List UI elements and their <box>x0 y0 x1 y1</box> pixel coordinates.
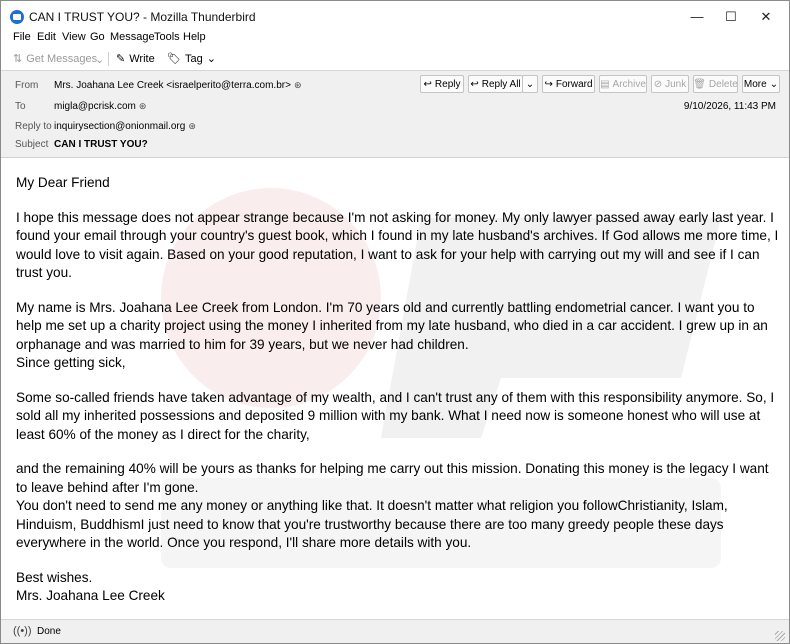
paragraph: and the remaining 40% will be yours as thanks for helping me carry out this mission. Donating this money is the legacy I want to leave behind after I'm gone. <box>16 461 769 495</box>
thunderbird-logo-icon <box>10 10 24 24</box>
pencil-icon: ✎ <box>116 53 126 65</box>
reply-button[interactable] <box>420 75 464 93</box>
minimize-button[interactable]: — <box>690 9 704 24</box>
tag-label: Tag <box>184 53 203 65</box>
reply-all-dropdown-button[interactable] <box>522 75 538 93</box>
reply-all-label: Reply All <box>481 78 521 90</box>
more-button[interactable] <box>742 75 780 93</box>
chevron-down-icon: ⌄ <box>769 78 779 90</box>
sync-icon: ⇅ <box>13 53 23 65</box>
status-bar <box>1 619 789 644</box>
contact-icon[interactable]: ⊛ <box>138 101 147 111</box>
to-field[interactable] <box>54 101 146 112</box>
menu-go[interactable]: Go <box>90 31 105 43</box>
reply-all-icon: ↩ <box>470 78 479 90</box>
junk-label: Junk <box>665 78 687 90</box>
paragraph: I hope this message does not appear strange because I'm not asking for money. My only lawyer passed away early last year. I found your email through your country's guest book, which I found in my late husband's archives. If God allows me more time, I would love to visit again. Based on your good reputation, I want to ask for your help with carrying out my will and see if I can trust you. <box>16 209 779 280</box>
reply-all-button[interactable] <box>468 75 523 93</box>
to-label: To <box>15 101 26 112</box>
archive-button[interactable] <box>599 75 647 93</box>
from-value: Mrs. Joahana Lee Creek <israelperito@terra.com.br> <box>54 80 291 91</box>
menu-bar <box>1 31 789 47</box>
write-button[interactable] <box>116 51 155 67</box>
write-label: Write <box>129 53 155 65</box>
trash-icon: 🗑 <box>693 78 706 90</box>
get-messages-dropdown-icon[interactable]: ⌄ <box>95 53 105 66</box>
contact-icon[interactable]: ⊛ <box>293 80 302 90</box>
archive-label: Archive <box>612 78 646 90</box>
message-text <box>16 174 780 618</box>
tag-button[interactable] <box>167 51 216 67</box>
forward-icon: ↪ <box>544 78 553 90</box>
delete-label: Delete <box>708 78 738 90</box>
maximize-button[interactable]: ☐ <box>725 9 737 24</box>
message-body[interactable] <box>1 158 789 618</box>
toolbar-divider <box>108 52 109 66</box>
menu-file[interactable]: File <box>13 31 31 43</box>
from-field[interactable] <box>54 80 301 91</box>
title-bar <box>1 1 789 33</box>
menu-edit[interactable]: Edit <box>37 31 56 43</box>
menu-view[interactable]: View <box>62 31 86 43</box>
menu-message[interactable]: Message <box>110 31 155 43</box>
online-status-icon[interactable]: ((•)) <box>13 625 32 637</box>
paragraph: My name is Mrs. Joahana Lee Creek from London. I'm 70 years old and currently battling endometrial cancer. I want you to help me set up a charity project using the money I inherited from my late husband, who died in a car accident. I grew up in an orphanage and was married to him for 39 years, but we never had children. <box>16 299 768 352</box>
paragraph: Since getting sick, <box>16 355 126 370</box>
message-date: 9/10/2026, 11:43 PM <box>683 101 776 112</box>
menu-tools[interactable]: Tools <box>154 31 180 43</box>
junk-button[interactable] <box>651 75 689 93</box>
from-label: From <box>15 80 39 91</box>
signature: Mrs. Joahana Lee Creek <box>16 588 165 603</box>
get-messages-button[interactable] <box>13 51 97 67</box>
subject-value: CAN I TRUST YOU? <box>54 139 148 150</box>
main-toolbar <box>1 48 789 71</box>
status-text: Done <box>37 626 61 637</box>
get-messages-label: Get Messages <box>26 53 98 65</box>
window-title: CAN I TRUST YOU? - Mozilla Thunderbird <box>29 10 256 24</box>
archive-icon: ▤ <box>600 78 610 90</box>
paragraph: Some so-called friends have taken advantage of my wealth, and I can't trust any of them with this responsibility anymore. So, I sold all my inherited possessions and deposited 9 million with my bank. What I need now is someone honest who will use at least 60% of the money as I direct for the charity, <box>16 389 775 442</box>
chevron-down-icon: ⌄ <box>206 53 216 65</box>
to-value: migla@pcrisk.com <box>54 101 136 112</box>
tag-icon: 🏷 <box>167 53 181 65</box>
contact-icon[interactable]: ⊛ <box>188 121 196 131</box>
resize-grip-icon[interactable] <box>775 631 785 641</box>
close-button[interactable]: ✕ <box>760 9 772 24</box>
reply-icon: ↩ <box>423 78 432 90</box>
delete-button[interactable] <box>693 75 738 93</box>
menu-help[interactable]: Help <box>183 31 206 43</box>
paragraph: You don't need to send me any money or anything like that. It doesn't matter what religion you followChristianity, Islam, Hinduism, BuddhismI just need to know that you're trustworthy because there are too many greedy people these days everywhere in the world. Once you respond, I'll share more details with you. <box>16 498 728 550</box>
greeting: My Dear Friend <box>16 175 110 190</box>
replyto-field[interactable] <box>54 121 196 132</box>
replyto-label: Reply to <box>15 121 52 132</box>
junk-icon: ⊘ <box>653 78 663 90</box>
forward-button[interactable] <box>542 75 595 93</box>
reply-label: Reply <box>434 78 461 90</box>
chevron-down-icon: ⌄ <box>525 78 535 90</box>
replyto-value: inquirysection@onionmail.org <box>54 121 186 132</box>
forward-label: Forward <box>555 78 593 90</box>
subject-label: Subject <box>15 139 49 150</box>
more-label: More <box>743 78 767 90</box>
closing: Best wishes. <box>16 569 93 585</box>
message-header <box>1 71 789 158</box>
